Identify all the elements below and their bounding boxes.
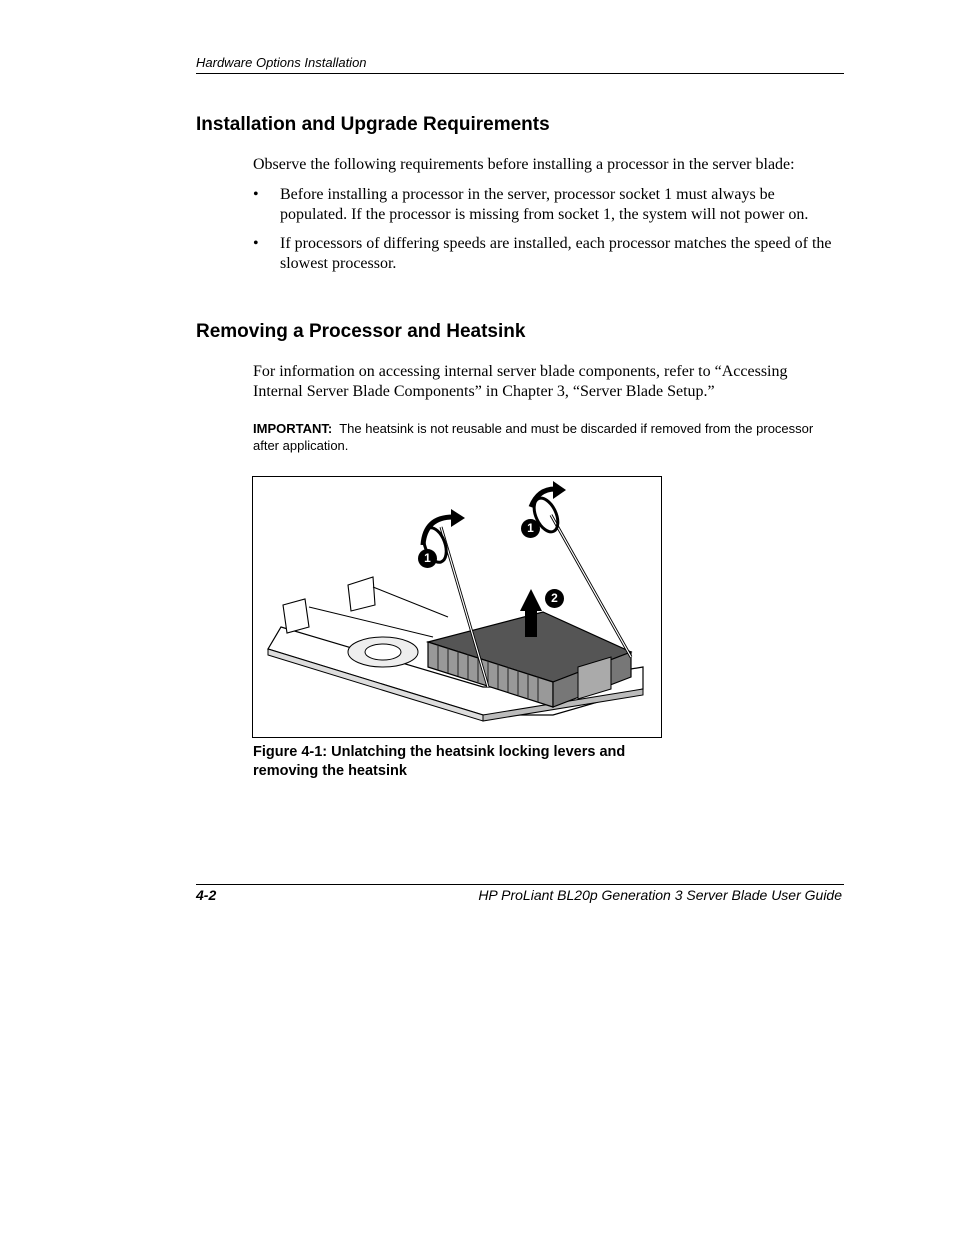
important-text: The heatsink is not reusable and must be discarded if removed from the processor after application.: [253, 421, 814, 453]
running-header: Hardware Options Installation: [196, 55, 844, 74]
important-label: IMPORTANT:: [253, 421, 333, 436]
list-item: [253, 185, 838, 224]
bullet-icon: •: [253, 235, 259, 252]
page-number: 4-2: [196, 887, 217, 903]
figure-caption: Figure 4-1: Unlatching the heatsink locking levers and removing the heatsink: [253, 744, 626, 779]
requirements-intro: Observe the following requirements before installing a processor in the server blade:: [253, 156, 795, 173]
section-heading-removing: Removing a Processor and Heatsink: [196, 321, 526, 342]
important-note: [253, 420, 823, 454]
requirements-list: [253, 185, 838, 273]
heatsink-illustration: [253, 477, 660, 736]
bullet-icon: •: [253, 186, 259, 203]
callout-1-right: 1: [521, 519, 540, 538]
callout-1-left: 1: [418, 549, 437, 568]
section-heading-requirements: Installation and Upgrade Requirements: [196, 114, 550, 135]
page-footer: [196, 884, 844, 903]
callout-2: 2: [545, 589, 564, 608]
footer-doc-title: HP ProLiant BL20p Generation 3 Server Blade User Guide: [478, 887, 842, 903]
removing-intro: For information on accessing internal server blade components, refer to “Accessing Internal Server Blade Components” in Chapter 3, “Server Blade Setup.”: [253, 363, 788, 400]
list-item: [253, 234, 838, 273]
list-item-text: If processors of differing speeds are installed, each processor matches the speed of the slowest processor.: [280, 235, 832, 272]
list-item-text: Before installing a processor in the server, processor socket 1 must always be populated. If the processor is missing from socket 1, the system will not power on.: [280, 186, 809, 223]
heatsink-removal-figure: [252, 476, 662, 738]
